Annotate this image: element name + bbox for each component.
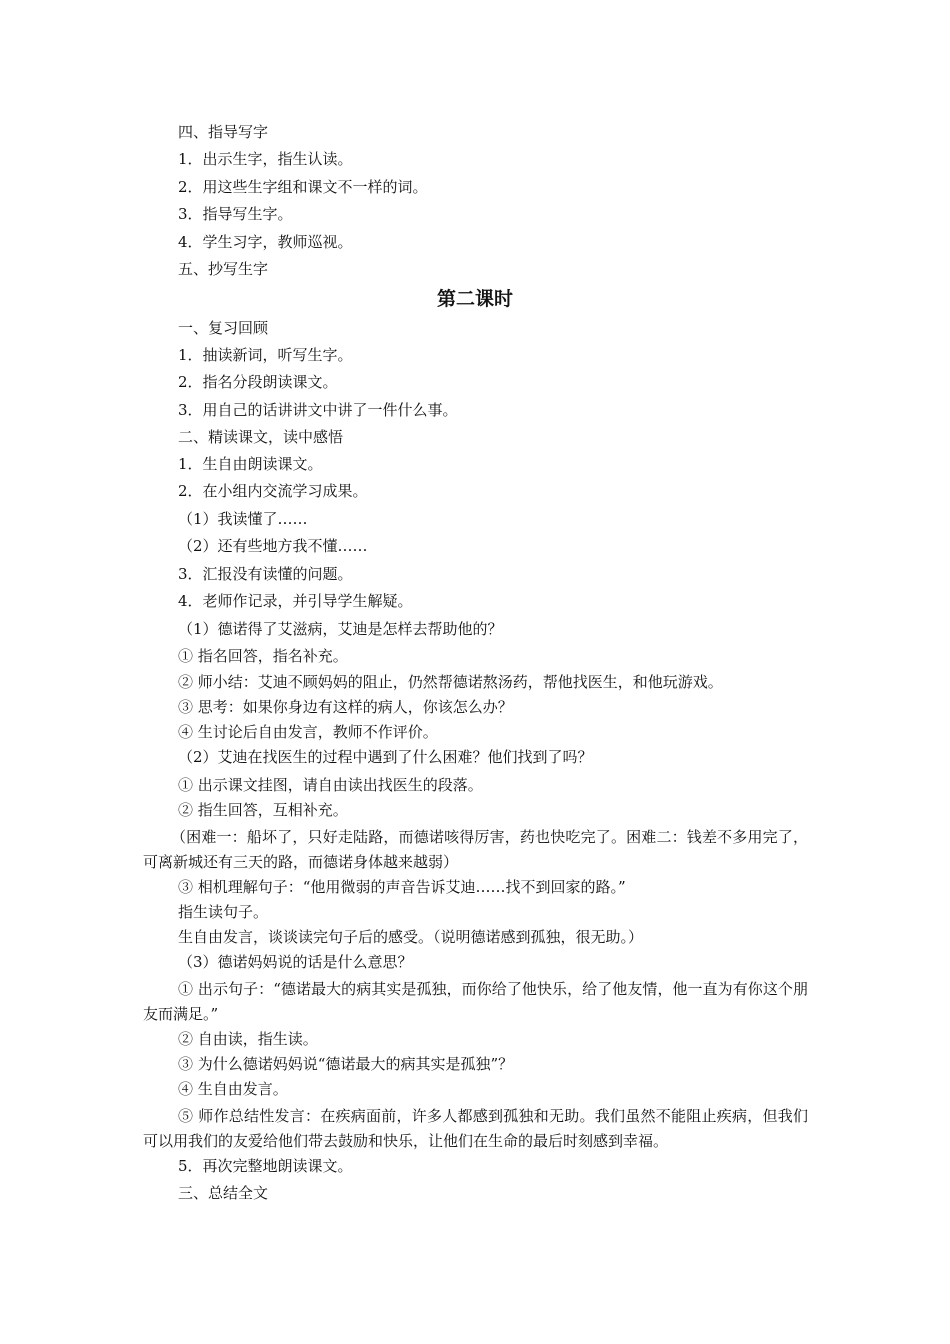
paragraph: ⑤ 师作总结性发言：在疾病面前，许多人都感到孤独和无助。我们虽然不能阻止疾病，但我们可以用我们的友爱给他们带去鼓励和快乐，让他们在生命的最后时刻感到幸福。 [143,1107,808,1150]
list-item: ④ 生自由发言。 [178,1080,288,1098]
lesson-title: 第二课时 [436,288,513,310]
list-item: ① 指名回答，指名补充。 [178,647,348,665]
list-item: ③ 相机理解句子：“他用微弱的声音告诉艾迪……找不到回家的路。” [178,878,626,896]
list-item: ① 出示课文挂图，请自由读出找医生的段落。 [178,776,483,794]
list-item: （1）我读懂了…… [178,510,308,528]
list-item: （2）还有些地方我不懂…… [178,537,368,555]
list-item: 3．指导写生字。 [178,205,293,223]
section-heading: 一、复习回顾 [178,319,269,337]
list-item: ② 指生回答，互相补充。 [178,801,348,819]
section-heading: 三、总结全文 [178,1184,269,1202]
list-item: ④ 生讨论后自由发言，教师不作评价。 [178,723,438,741]
list-item: 1．生自由朗读课文。 [178,455,323,473]
list-item: 2．用这些生字组和课文不一样的词。 [178,178,428,196]
list-item: 4．学生习字，教师巡视。 [178,233,353,251]
list-item: 1．出示生字，指生认读。 [178,150,353,168]
paragraph: ① 出示句子：“德诺最大的病其实是孤独，而你给了他快乐，给了他友情，他一直为有你这个朋友而满足。” [143,980,808,1023]
list-item: ③ 为什么德诺妈妈说“德诺最大的病其实是孤独”？ [178,1055,514,1073]
section-heading: 四、指导写字 [178,123,269,141]
list-item: （2）艾迪在找医生的过程中遇到了什么困难？他们找到了吗？ [178,748,593,766]
list-item: ③ 思考：如果你身边有这样的病人，你该怎么办？ [178,698,513,716]
list-item: 1．抽读新词，听写生字。 [178,346,353,364]
paragraph: （困难一：船坏了，只好走陆路，而德诺咳得厉害，药也快吃完了。困难二：钱差不多用完了，可离新城还有三天的路，而德诺身体越来越弱） [143,828,808,871]
list-item: 2．指名分段朗读课文。 [178,373,338,391]
list-item: （1）德诺得了艾滋病，艾迪是怎样去帮助他的？ [178,620,503,638]
list-item: ② 自由读，指生读。 [178,1030,318,1048]
list-item: 3．汇报没有读懂的问题。 [178,565,353,583]
section-heading: 五、抄写生字 [178,260,269,278]
list-item: 2．在小组内交流学习成果。 [178,482,368,500]
list-item: 5．再次完整地朗读课文。 [178,1157,353,1175]
list-item: （3）德诺妈妈说的话是什么意思？ [178,953,413,971]
list-item: 生自由发言，谈谈读完句子后的感受。（说明德诺感到孤独，很无助。） [178,928,644,946]
list-item: 3．用自己的话讲讲文中讲了一件什么事。 [178,401,458,419]
list-item: 指生读句子。 [178,903,269,921]
section-heading: 二、精读课文，读中感悟 [178,428,344,446]
list-item: ② 师小结：艾迪不顾妈妈的阻止，仍然帮德诺熬汤药，帮他找医生，和他玩游戏。 [178,673,723,691]
list-item: 4．老师作记录，并引导学生解疑。 [178,592,413,610]
